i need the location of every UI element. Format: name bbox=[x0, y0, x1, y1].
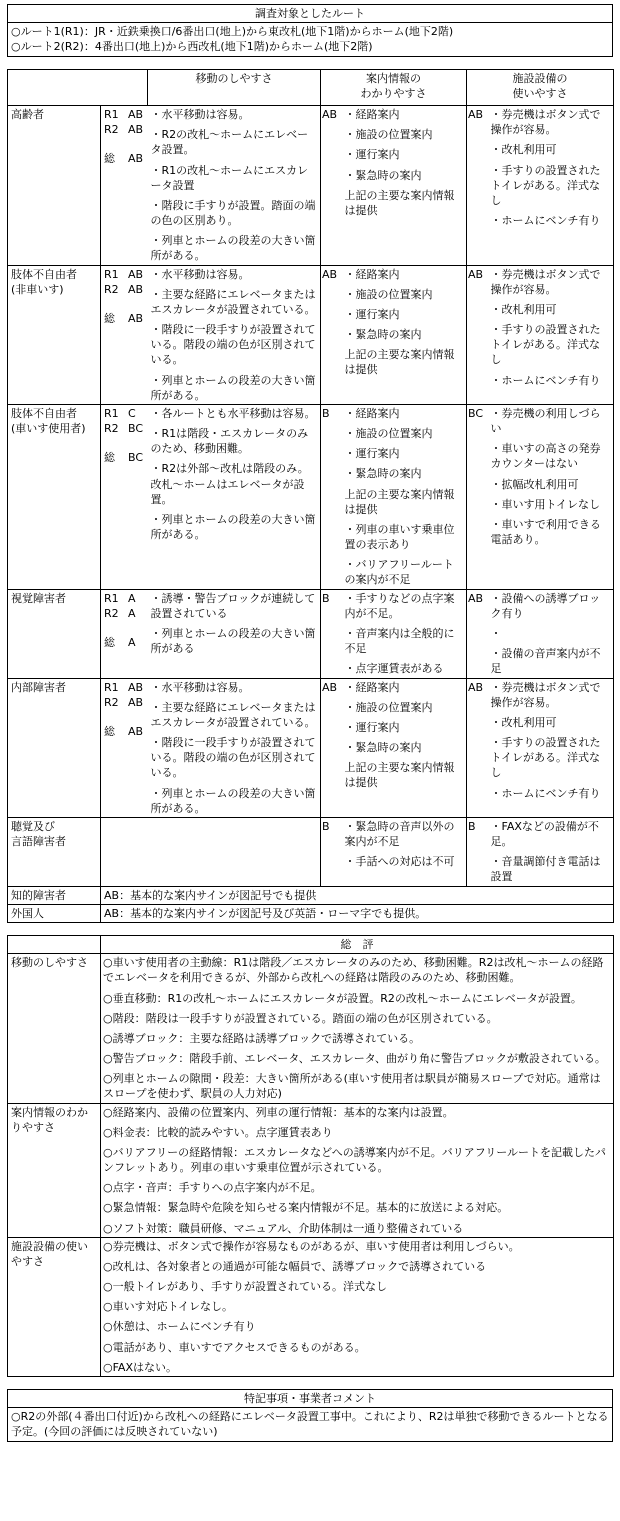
mobility-notes bbox=[148, 404, 321, 589]
facility-note: ・改札利用可 bbox=[490, 715, 557, 729]
facility-grade: B bbox=[467, 817, 488, 886]
row-grade-text: AB：基本的な案内サインが図記号及び英語・ローマ字でも提供。 bbox=[101, 904, 614, 922]
summary-items bbox=[101, 1237, 614, 1376]
mobility-note: ・誘導・警告ブロックが連続して設置されている bbox=[150, 591, 316, 620]
route-label: 総 bbox=[104, 635, 115, 649]
route-grade bbox=[104, 450, 145, 465]
info-note: ・経路案内 bbox=[344, 680, 400, 694]
route-grade bbox=[104, 311, 145, 326]
info-note: 上記の主要な案内情報は提供 bbox=[344, 487, 455, 516]
info-note: 上記の主要な案内情報は提供 bbox=[344, 348, 455, 377]
row-category: 肢体不自由者 (車いす使用者) bbox=[8, 404, 101, 589]
summary-item: ○垂直移動：R1の改札～ホームにエスカレータが設置。R2の改札～ホームにエレベータが設置。 bbox=[103, 991, 582, 1005]
grade-value: AB bbox=[128, 123, 144, 137]
route-grades bbox=[101, 589, 148, 678]
route-grade bbox=[104, 621, 145, 635]
info-note: ・点字運賃表がある bbox=[344, 662, 444, 676]
summary-item: ○列車とホームの隙間・段差：大きい箇所がある(車いす使用者は駅員が簡易スロープで対応。通常はスロープを使わず、駅員の人力対応) bbox=[103, 1072, 601, 1101]
summary-item: ○経路案内、設備の位置案内、列車の運行情報：基本的な案内は設置。 bbox=[103, 1105, 454, 1119]
mobility-note: ・R1の改札～ホームにエスカレータ設置 bbox=[150, 163, 309, 192]
summary-label: 移動のしやすさ bbox=[8, 954, 101, 1103]
facility-notes bbox=[488, 265, 614, 404]
route-grades bbox=[101, 265, 148, 404]
summary-item: ○点字・音声：手すりへの点字案内が不足。 bbox=[103, 1181, 322, 1195]
facility-notes bbox=[488, 106, 614, 266]
mobility-notes bbox=[148, 589, 321, 678]
grade-value: A bbox=[128, 591, 136, 605]
info-note: ・緊急時の案内 bbox=[344, 467, 422, 481]
facility-note: ・券売機はボタン式で操作が容易。 bbox=[490, 267, 601, 296]
facility-grade: AB bbox=[467, 265, 488, 404]
facility-grade: AB bbox=[467, 589, 488, 678]
evaluation-row bbox=[8, 106, 614, 266]
summary-item: ○券売機は、ボタン式で操作が容易なものがあるが、車いす使用者は利用しづらい。 bbox=[103, 1239, 520, 1253]
info-note: ・バリアフリールートの案内が不足 bbox=[344, 558, 454, 587]
facility-note: ・車いす用トイレなし bbox=[490, 497, 600, 511]
mobility-note: ・主要な経路にエレベータまたはエスカレータが設置されている。 bbox=[150, 700, 316, 729]
mobility-note: ・主要な経路にエレベータまたはエスカレータが設置されている。 bbox=[150, 287, 316, 316]
summary-table bbox=[7, 935, 614, 1377]
facility-note: ・券売機の利用しづらい bbox=[490, 406, 601, 436]
grade-value: BC bbox=[128, 451, 144, 465]
facility-note: ・ホームにベンチ有り bbox=[490, 786, 601, 800]
route-grades bbox=[101, 106, 148, 266]
route-label: 総 bbox=[104, 724, 115, 738]
facility-note: ・券売機はボタン式で操作が容易。 bbox=[490, 680, 601, 709]
info-note: ・施設の位置案内 bbox=[344, 128, 433, 142]
evaluation-row bbox=[8, 589, 614, 678]
route-label: 総 bbox=[104, 311, 115, 325]
route-label: R2 bbox=[104, 606, 119, 620]
info-note: ・経路案内 bbox=[344, 108, 400, 121]
facility-note: ・手すりの設置されたトイレがある。洋式なし bbox=[490, 323, 601, 367]
route-label: R2 bbox=[104, 422, 119, 436]
route-grades bbox=[101, 817, 148, 886]
grade-value: AB bbox=[128, 695, 144, 709]
grade-value: AB bbox=[128, 282, 144, 296]
facility-note: ・手すりの設置されたトイレがある。洋式なし bbox=[490, 736, 601, 780]
route-grade bbox=[104, 635, 145, 650]
grade-value: A bbox=[128, 635, 136, 649]
route-grade bbox=[104, 122, 145, 137]
header-info: 案内情報の わかりやすさ bbox=[321, 70, 467, 106]
summary-item: ○改札は、各対象者との通過が可能な幅員で、誘導ブロックで誘導されている bbox=[103, 1259, 487, 1273]
route-grade bbox=[104, 151, 145, 166]
info-notes bbox=[342, 265, 467, 404]
evaluation-row bbox=[8, 678, 614, 817]
grade-value: AB bbox=[128, 724, 144, 738]
info-note: ・緊急時の案内 bbox=[344, 168, 422, 182]
mobility-note: ・各ルートとも水平移動は容易。 bbox=[150, 406, 316, 420]
notes-title: 特記事項・事業者コメント bbox=[8, 1390, 613, 1408]
summary-item: ○ソフト対策：職員研修、マニュアル、介助体制は一通り整備されている bbox=[103, 1221, 464, 1235]
facility-grade: BC bbox=[467, 404, 488, 589]
summary-item: ○電話があり、車いすでアクセスできるものがある。 bbox=[103, 1340, 366, 1354]
mobility-notes bbox=[148, 106, 321, 266]
mobility-note: ・R1は階段・エスカレータのみのため、移動困難。 bbox=[150, 427, 309, 456]
route-grade bbox=[104, 282, 145, 297]
evaluation-body bbox=[8, 106, 614, 923]
info-note: ・緊急時の案内 bbox=[344, 741, 422, 755]
info-note: ・経路案内 bbox=[344, 406, 400, 420]
grade-value: AB bbox=[128, 108, 144, 121]
grade-value: AB bbox=[128, 311, 144, 325]
row-category: 肢体不自由者 (非車いす) bbox=[8, 265, 101, 404]
info-note: ・緊急時の音声以外の案内が不足 bbox=[344, 819, 455, 849]
facility-note: ・設備への誘導ブロック有り bbox=[490, 591, 601, 620]
evaluation-simple-row bbox=[8, 886, 614, 904]
header-category bbox=[8, 70, 148, 106]
mobility-note: ・列車とホームの段差の大きい箇所がある。 bbox=[150, 373, 316, 402]
route-grade bbox=[104, 606, 145, 621]
mobility-note: ・列車とホームの段差の大きい箇所がある。 bbox=[150, 512, 316, 542]
summary-items bbox=[101, 1103, 614, 1237]
grade-value: C bbox=[128, 406, 136, 420]
mobility-note: ・水平移動は容易。 bbox=[150, 108, 250, 121]
mobility-note: ・R2の改札～ホームにエレベータ設置。 bbox=[150, 128, 309, 157]
mobility-note: ・階段に手すりが設置。踏面の端の色の区別あり。 bbox=[150, 198, 316, 228]
facility-note: ・車いすで利用できる電話あり。 bbox=[490, 517, 601, 547]
route-grade bbox=[104, 591, 145, 606]
evaluation-row bbox=[8, 265, 614, 404]
route-label: R1 bbox=[104, 680, 119, 694]
summary-row bbox=[8, 954, 614, 1103]
facility-notes bbox=[488, 678, 614, 817]
mobility-note: ・R2は外部～改札は階段のみ。改札～ホームはエレベータが設置。 bbox=[150, 462, 309, 506]
summary-row bbox=[8, 1237, 614, 1376]
info-note: ・手すりなどの点字案内が不足。 bbox=[344, 591, 455, 620]
row-category: 外国人 bbox=[8, 904, 101, 922]
facility-note: ・音量調節付き電話は設置 bbox=[490, 855, 601, 884]
mobility-note: ・列車とホームの段差の大きい箇所がある bbox=[150, 626, 316, 656]
route-grades bbox=[101, 678, 148, 817]
summary-item: ○休憩は、ホームにベンチ有り bbox=[103, 1320, 256, 1334]
summary-label: 施設設備の使いやすさ bbox=[8, 1237, 101, 1376]
header-mobility: 移動のしやすさ bbox=[148, 70, 321, 106]
info-note: ・運行案内 bbox=[344, 447, 400, 461]
notes-text: ○R2の外部(４番出口付近)から改札への経路にエレベータ設置工事中。これにより、R2は単独で移動できるルートとなる予定。(今回の評価には反映されていない) bbox=[8, 1408, 613, 1441]
mobility-note: ・階段に一段手すりが設置されている。階段の端の色が区別されている。 bbox=[150, 323, 316, 367]
facility-note: ・ホームにベンチ有り bbox=[490, 373, 601, 387]
facility-notes bbox=[488, 589, 614, 678]
summary-item: ○車いす対応トイレなし。 bbox=[103, 1300, 234, 1314]
grade-value: AB bbox=[128, 152, 144, 166]
mobility-note: ・列車とホームの段差の大きい箇所がある。 bbox=[150, 234, 316, 263]
mobility-notes bbox=[148, 817, 321, 886]
info-note: ・運行案内 bbox=[344, 720, 400, 734]
info-notes bbox=[342, 589, 467, 678]
route-2: ○ルート2(R2)：4番出口(地上)から西改札(地下1階)からホーム(地下2階) bbox=[11, 40, 373, 54]
mobility-note: ・列車とホームの段差の大きい箇所がある。 bbox=[150, 786, 316, 815]
route-label: R1 bbox=[104, 591, 119, 605]
grade-value: AB bbox=[128, 267, 144, 281]
summary-label: 案内情報のわかりやすさ bbox=[8, 1103, 101, 1237]
facility-note: ・拡幅改札利用可 bbox=[490, 477, 579, 491]
route-grades bbox=[101, 404, 148, 589]
facility-notes bbox=[488, 404, 614, 589]
mobility-notes bbox=[148, 265, 321, 404]
summary-item: ○緊急情報：緊急時や危険を知らせる案内情報が不足。基本的に放送による対応。 bbox=[103, 1201, 509, 1215]
summary-item: ○料金表：比較的読みやすい。点字運賃表あり bbox=[103, 1125, 333, 1139]
route-label: 総 bbox=[104, 451, 115, 465]
mobility-note: ・水平移動は容易。 bbox=[150, 267, 250, 281]
summary-item: ○一般トイレがあり、手すりが設置されている。洋式なし bbox=[103, 1280, 388, 1294]
survey-routes-table bbox=[7, 4, 613, 57]
summary-item: ○階段：階段は一段手すりが設置されている。踏面の端の色が区別されている。 bbox=[103, 1011, 498, 1025]
summary-items bbox=[101, 954, 614, 1103]
summary-row bbox=[8, 1103, 614, 1237]
route-grade bbox=[104, 107, 145, 122]
route-grade bbox=[104, 297, 145, 311]
facility-note: ・FAXなどの設備が不足。 bbox=[490, 819, 599, 849]
facility-grade: AB bbox=[467, 678, 488, 817]
info-note: ・音声案内は全般的に不足 bbox=[344, 626, 455, 656]
info-grade: B bbox=[321, 589, 342, 678]
route-label: R2 bbox=[104, 282, 119, 296]
facility-note: ・券売機はボタン式で操作が容易。 bbox=[490, 108, 601, 137]
row-category: 聴覚及び 言語障害者 bbox=[8, 817, 101, 886]
summary-body bbox=[8, 954, 614, 1377]
info-notes bbox=[342, 817, 467, 886]
route-grade bbox=[104, 695, 145, 710]
mobility-note: ・水平移動は容易。 bbox=[150, 680, 250, 694]
info-note: ・施設の位置案内 bbox=[344, 287, 433, 301]
summary-title: 総 評 bbox=[101, 936, 614, 954]
route-1: ○ルート1(R1)：JR・近鉄乗換口/6番出口(地上)から東改札(地下1階)からホーム(地下2階) bbox=[11, 25, 454, 39]
route-label: 総 bbox=[104, 152, 115, 166]
facility-note: ・手すりの設置されたトイレがある。洋式なし bbox=[490, 163, 601, 207]
mobility-note: ・階段に一段手すりが設置されている。階段の端の色が区別されている。 bbox=[150, 736, 316, 780]
info-note: ・経路案内 bbox=[344, 267, 400, 281]
evaluation-simple-row bbox=[8, 904, 614, 922]
info-note: ・緊急時の案内 bbox=[344, 328, 422, 342]
info-note: ・運行案内 bbox=[344, 307, 400, 321]
header-facility: 施設設備の 使いやすさ bbox=[467, 70, 614, 106]
route-label: R1 bbox=[104, 406, 119, 420]
grade-value: BC bbox=[128, 422, 144, 436]
facility-grade: AB bbox=[467, 106, 488, 266]
facility-note: ・改札利用可 bbox=[490, 143, 557, 157]
info-note: 上記の主要な案内情報は提供 bbox=[344, 188, 455, 217]
facility-note: ・設備の音声案内が不足 bbox=[490, 647, 601, 676]
facility-note: ・改札利用可 bbox=[490, 302, 557, 316]
facility-notes bbox=[488, 817, 614, 886]
facility-note: ・ bbox=[490, 626, 502, 640]
row-category: 視覚障害者 bbox=[8, 589, 101, 678]
info-grade: B bbox=[321, 817, 342, 886]
route-grade bbox=[104, 724, 145, 739]
route-label: R1 bbox=[104, 108, 119, 121]
route-grade bbox=[104, 137, 145, 151]
info-grade: B bbox=[321, 404, 342, 589]
info-notes bbox=[342, 678, 467, 817]
summary-item: ○車いす使用者の主動線：R1は階段／エスカレータのみのため、移動困難。R2は改札～ホームの経路でエレベータを利用できるが、外部から改札への経路は階段のみのため、移動困難。 bbox=[103, 956, 604, 985]
summary-item: ○警告ブロック：階段手前、エレベータ、エスカレータ、曲がり角に警告ブロックが敷設されている。 bbox=[103, 1052, 606, 1066]
route-grade bbox=[104, 710, 145, 724]
evaluation-row bbox=[8, 404, 614, 589]
info-note: ・運行案内 bbox=[344, 148, 400, 162]
info-grade: AB bbox=[321, 265, 342, 404]
route-grade bbox=[104, 436, 145, 450]
row-category: 知的障害者 bbox=[8, 886, 101, 904]
info-grade: AB bbox=[321, 678, 342, 817]
info-note: ・列車の車いす乗車位置の表示あり bbox=[344, 522, 455, 552]
survey-routes bbox=[8, 23, 613, 56]
row-category: 内部障害者 bbox=[8, 678, 101, 817]
notes-table bbox=[7, 1389, 613, 1442]
route-label: R2 bbox=[104, 695, 119, 709]
route-grade bbox=[104, 406, 145, 421]
evaluation-row bbox=[8, 817, 614, 886]
summary-item: ○バリアフリーの経路情報：エスカレータなどへの誘導案内が不足。バリアフリールートを記載したパンフレットあり。列車の車いす乗車位置が示されている。 bbox=[103, 1145, 607, 1175]
summary-item: ○FAXはない。 bbox=[103, 1360, 177, 1374]
info-notes bbox=[342, 404, 467, 589]
info-notes bbox=[342, 106, 467, 266]
route-grade bbox=[104, 680, 145, 695]
row-grade-text: AB：基本的な案内サインが図記号でも提供 bbox=[101, 886, 614, 904]
info-note: ・施設の位置案内 bbox=[344, 427, 433, 441]
info-note: ・手話への対応は不可 bbox=[344, 855, 455, 869]
info-grade: AB bbox=[321, 106, 342, 266]
route-label: R1 bbox=[104, 267, 119, 281]
grade-value: AB bbox=[128, 680, 144, 694]
survey-title: 調査対象としたルート bbox=[8, 5, 613, 23]
summary-corner bbox=[8, 936, 101, 954]
facility-note: ・車いすの高さの発券カウンターはない bbox=[490, 442, 601, 471]
mobility-notes bbox=[148, 678, 321, 817]
route-grade bbox=[104, 421, 145, 436]
route-label: R2 bbox=[104, 123, 119, 137]
facility-note: ・ホームにベンチ有り bbox=[490, 214, 601, 228]
info-note: 上記の主要な案内情報は提供 bbox=[344, 761, 455, 790]
summary-item: ○誘導ブロック：主要な経路は誘導ブロックで誘導されている。 bbox=[103, 1031, 421, 1045]
route-grade bbox=[104, 267, 145, 282]
row-category: 高齢者 bbox=[8, 106, 101, 266]
evaluation-table bbox=[7, 69, 614, 923]
grade-value: A bbox=[128, 606, 136, 620]
info-note: ・施設の位置案内 bbox=[344, 700, 433, 714]
